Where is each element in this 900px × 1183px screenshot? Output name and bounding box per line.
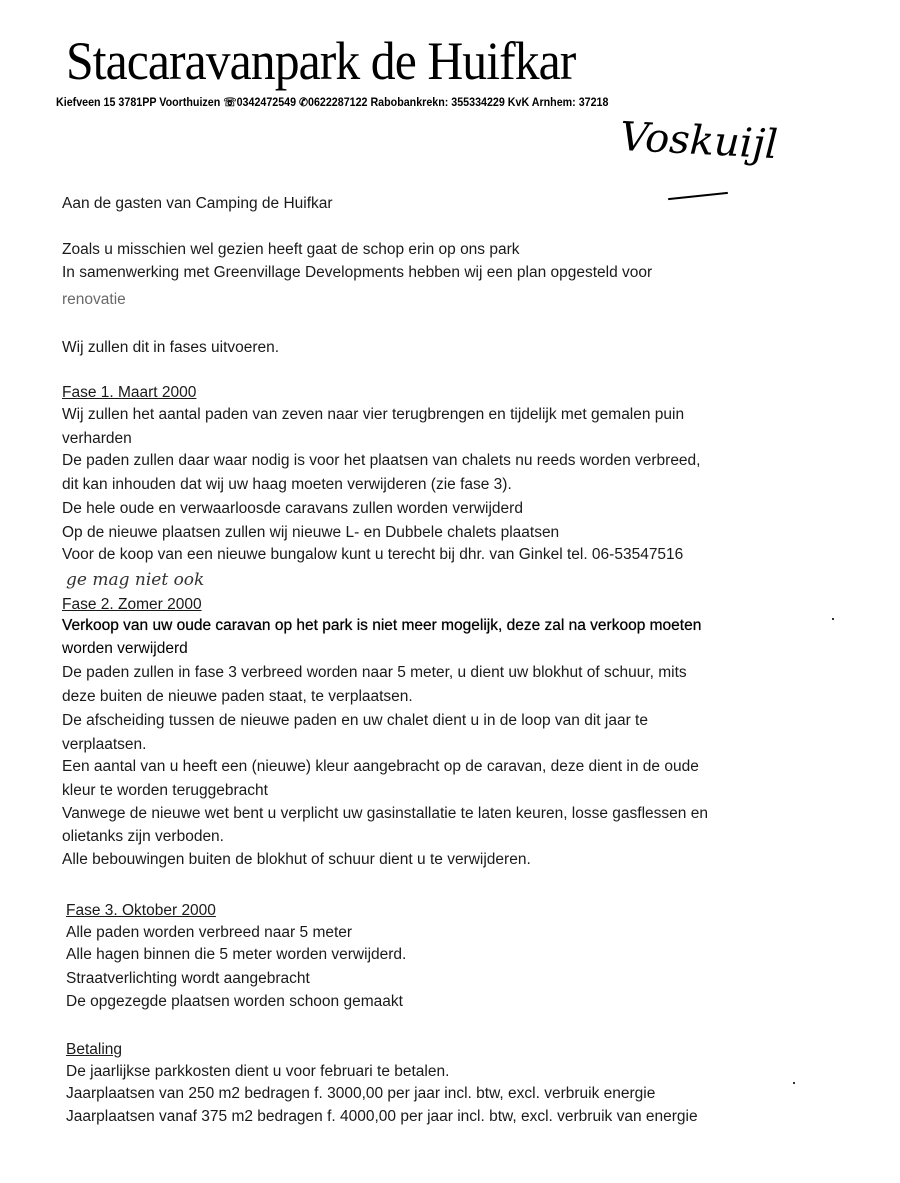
fase2-line: Een aantal van u heeft een (nieuwe) kleur aangebracht op de caravan, deze dient in de oude	[62, 758, 699, 775]
fase2-line: De afscheiding tussen de nieuwe paden en uw chalet dient u in de loop van dit jaar te	[62, 712, 648, 729]
fase2-line: Verkoop van uw oude caravan op het park is niet meer mogelijk, deze zal na verkoop moeten	[62, 617, 702, 634]
fase2-line: olietanks zijn verboden.	[62, 828, 224, 845]
betaling-line: De jaarlijkse parkkosten dient u voor februari te betalen.	[66, 1063, 450, 1080]
fase2-line: verplaatsen.	[62, 736, 147, 753]
fase2-line: De paden zullen in fase 3 verbreed worden naar 5 meter, u dient uw blokhut of schuur, mits	[62, 664, 687, 681]
fase1-line: De hele oude en verwaarloosde caravans zullen worden verwijderd	[62, 500, 523, 517]
letterhead-contact: Kiefveen 15 3781PP Voorthuizen ☏0342472549 ✆0622287122 Rabobankrekn: 355334229 KvK Arnhem: 37218	[56, 97, 609, 109]
fase3-heading: Fase 3. Oktober 2000	[66, 902, 216, 919]
plan-note: Wij zullen dit in fases uitvoeren.	[62, 339, 280, 356]
fase1-line: verharden	[62, 430, 132, 447]
fase2-line: worden verwijderd	[62, 640, 188, 657]
scan-speck	[793, 1082, 795, 1084]
fase2-line: kleur te worden teruggebracht	[62, 782, 268, 799]
betaling-line: Jaarplaatsen vanaf 375 m2 bedragen f. 4000,00 per jaar incl. btw, excl. verbruik van energie	[66, 1108, 698, 1125]
fase2-line: Vanwege de nieuwe wet bent u verplicht uw gasinstallatie te laten keuren, losse gasflessen en	[62, 805, 708, 822]
greeting: Aan de gasten van Camping de Huifkar	[62, 195, 333, 212]
fase3-line: Alle paden worden verbreed naar 5 meter	[66, 924, 353, 941]
handwritten-note: Voskuijl	[618, 113, 779, 169]
fase1-line: Wij zullen het aantal paden van zeven naar vier terugbrengen en tijdelijk met gemalen puin	[62, 406, 685, 423]
fase3-line: Straatverlichting wordt aangebracht	[66, 970, 310, 987]
fase1-line: dit kan inhouden dat wij uw haag moeten verwijderen (zie fase 3).	[62, 476, 512, 493]
letterhead-title: Stacaravanpark de Huifkar	[66, 31, 576, 91]
fase3-line: Alle hagen binnen die 5 meter worden verwijderd.	[66, 946, 407, 963]
betaling-heading: Betaling	[66, 1041, 123, 1058]
fase1-line: Op de nieuwe plaatsen zullen wij nieuwe L- en Dubbele chalets plaatsen	[62, 524, 560, 541]
betaling-line: Jaarplaatsen van 250 m2 bedragen f. 3000,00 per jaar incl. btw, excl. verbruik energie	[66, 1085, 656, 1102]
intro-line: In samenwerking met Greenvillage Developments hebben wij een plan opgesteld voor	[62, 264, 653, 281]
scan-speck	[832, 618, 834, 620]
fase3-line: De opgezegde plaatsen worden schoon gemaakt	[66, 993, 403, 1010]
intro-line: renovatie	[62, 291, 126, 308]
handwritten-scribble: ge mag niet ook	[66, 570, 205, 590]
intro-line: Zoals u misschien wel gezien heeft gaat de schop erin op ons park	[62, 241, 520, 258]
handwritten-underline	[668, 192, 728, 200]
fase1-line: De paden zullen daar waar nodig is voor het plaatsen van chalets nu reeds worden verbreed,	[62, 452, 701, 469]
fase2-heading: Fase 2. Zomer 2000	[62, 596, 202, 613]
fase1-line: Voor de koop van een nieuwe bungalow kunt u terecht bij dhr. van Ginkel tel. 06-53547516	[62, 546, 684, 563]
fase1-heading: Fase 1. Maart 2000	[62, 384, 197, 401]
fase2-line: Alle bebouwingen buiten de blokhut of schuur dient u te verwijderen.	[62, 851, 531, 868]
fase2-line: deze buiten de nieuwe paden staat, te verplaatsen.	[62, 688, 413, 705]
